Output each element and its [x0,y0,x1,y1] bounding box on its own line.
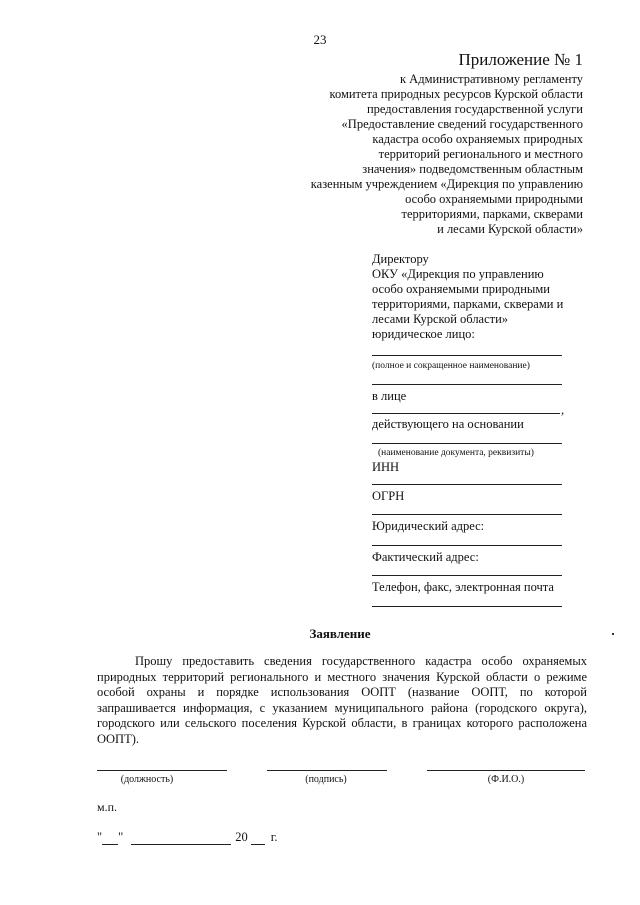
document-caption: (наименование документа, реквизиты) [378,448,534,458]
appendix-line: территорий регионального и местного [378,147,583,161]
full-name-line[interactable] [372,355,562,356]
ogrn-line[interactable] [372,514,562,515]
addressee-line: территориями, парками, скверами и [372,297,564,311]
addressee-line: ОКУ «Дирекция по управлению [372,267,544,281]
appendix-line: комитета природных ресурсов Курской области [329,87,583,101]
representative-line[interactable] [372,413,560,414]
addressee-line: лесами Курской области» [372,312,509,326]
inn-line[interactable] [372,484,562,485]
appendix-line: предоставления государственной услуги [366,102,583,116]
representative-comma: , [561,403,565,417]
year-prefix: 20 [235,830,248,844]
position-caption: (должность) [120,774,174,785]
appendix-line: «Предоставление сведений государственного [341,117,583,131]
actual-address-line[interactable] [372,575,562,576]
full-name-signature-line[interactable] [427,770,585,771]
name-caption: (Ф.И.О.) [487,774,525,785]
appendix-line: особо охраняемыми природными [405,192,583,206]
year-blank[interactable] [251,833,265,845]
appendix-line: кадастра особо охраняемых природных [372,132,583,146]
statement-title: Заявление [309,626,371,641]
addressee-line: особо охраняемыми природными [372,282,550,296]
contacts-line[interactable] [372,606,562,607]
date-quote-close: " [118,830,124,844]
acting-basis-label: действующего на основании [372,417,524,431]
year-suffix: г. [270,830,278,844]
contacts-label: Телефон, факс, электронная почта [372,580,554,594]
appendix-header [253,50,583,237]
date-quote-open: " [97,830,103,844]
day-blank[interactable] [102,833,118,845]
full-name-line-2[interactable] [372,384,562,385]
appendix-line: значения» подведомственным областным [362,162,583,176]
month-blank[interactable] [131,833,231,845]
addressee-line: юридическое лицо: [372,327,475,341]
statement-body: Прошу предоставить сведения государственного кадастра особо охраняемых природных территорий регионального и местного значения Курской области о режиме особой охраны и порядке использования ООПТ (название ООПТ, по которой запрашивается информация, с указанием муниципального района (городского округа), городского или сельского поселения Курской области, в границах которого расположена ООПТ). [97,654,587,746]
date-row [97,830,278,845]
signature-caption: (подпись) [305,774,347,785]
full-name-caption: (полное и сокращенное наименование) [372,361,530,371]
legal-address-line[interactable] [372,545,562,546]
actual-address-label: Фактический адрес: [372,550,479,564]
addressee-block [372,252,587,342]
represented-by-label: в лице [372,389,407,403]
appendix-line: территориями, парками, скверами [401,207,583,221]
page-number: 23 [313,32,327,47]
appendix-line: и лесами Курской области» [437,222,583,236]
legal-address-label: Юридический адрес: [372,519,485,533]
inn-label: ИНН [372,460,400,474]
stamp-place: м.п. [97,800,118,814]
addressee-line: Директору [372,252,429,266]
appendix-line: к Административному регламенту [399,72,583,86]
appendix-title: Приложение № 1 [458,50,583,69]
signature-line[interactable] [267,770,387,771]
appendix-line: казенным учреждением «Дирекция по управлению [310,177,583,191]
basis-document-line[interactable] [372,443,562,444]
ogrn-label: ОГРН [372,489,405,503]
position-line[interactable] [97,770,227,771]
